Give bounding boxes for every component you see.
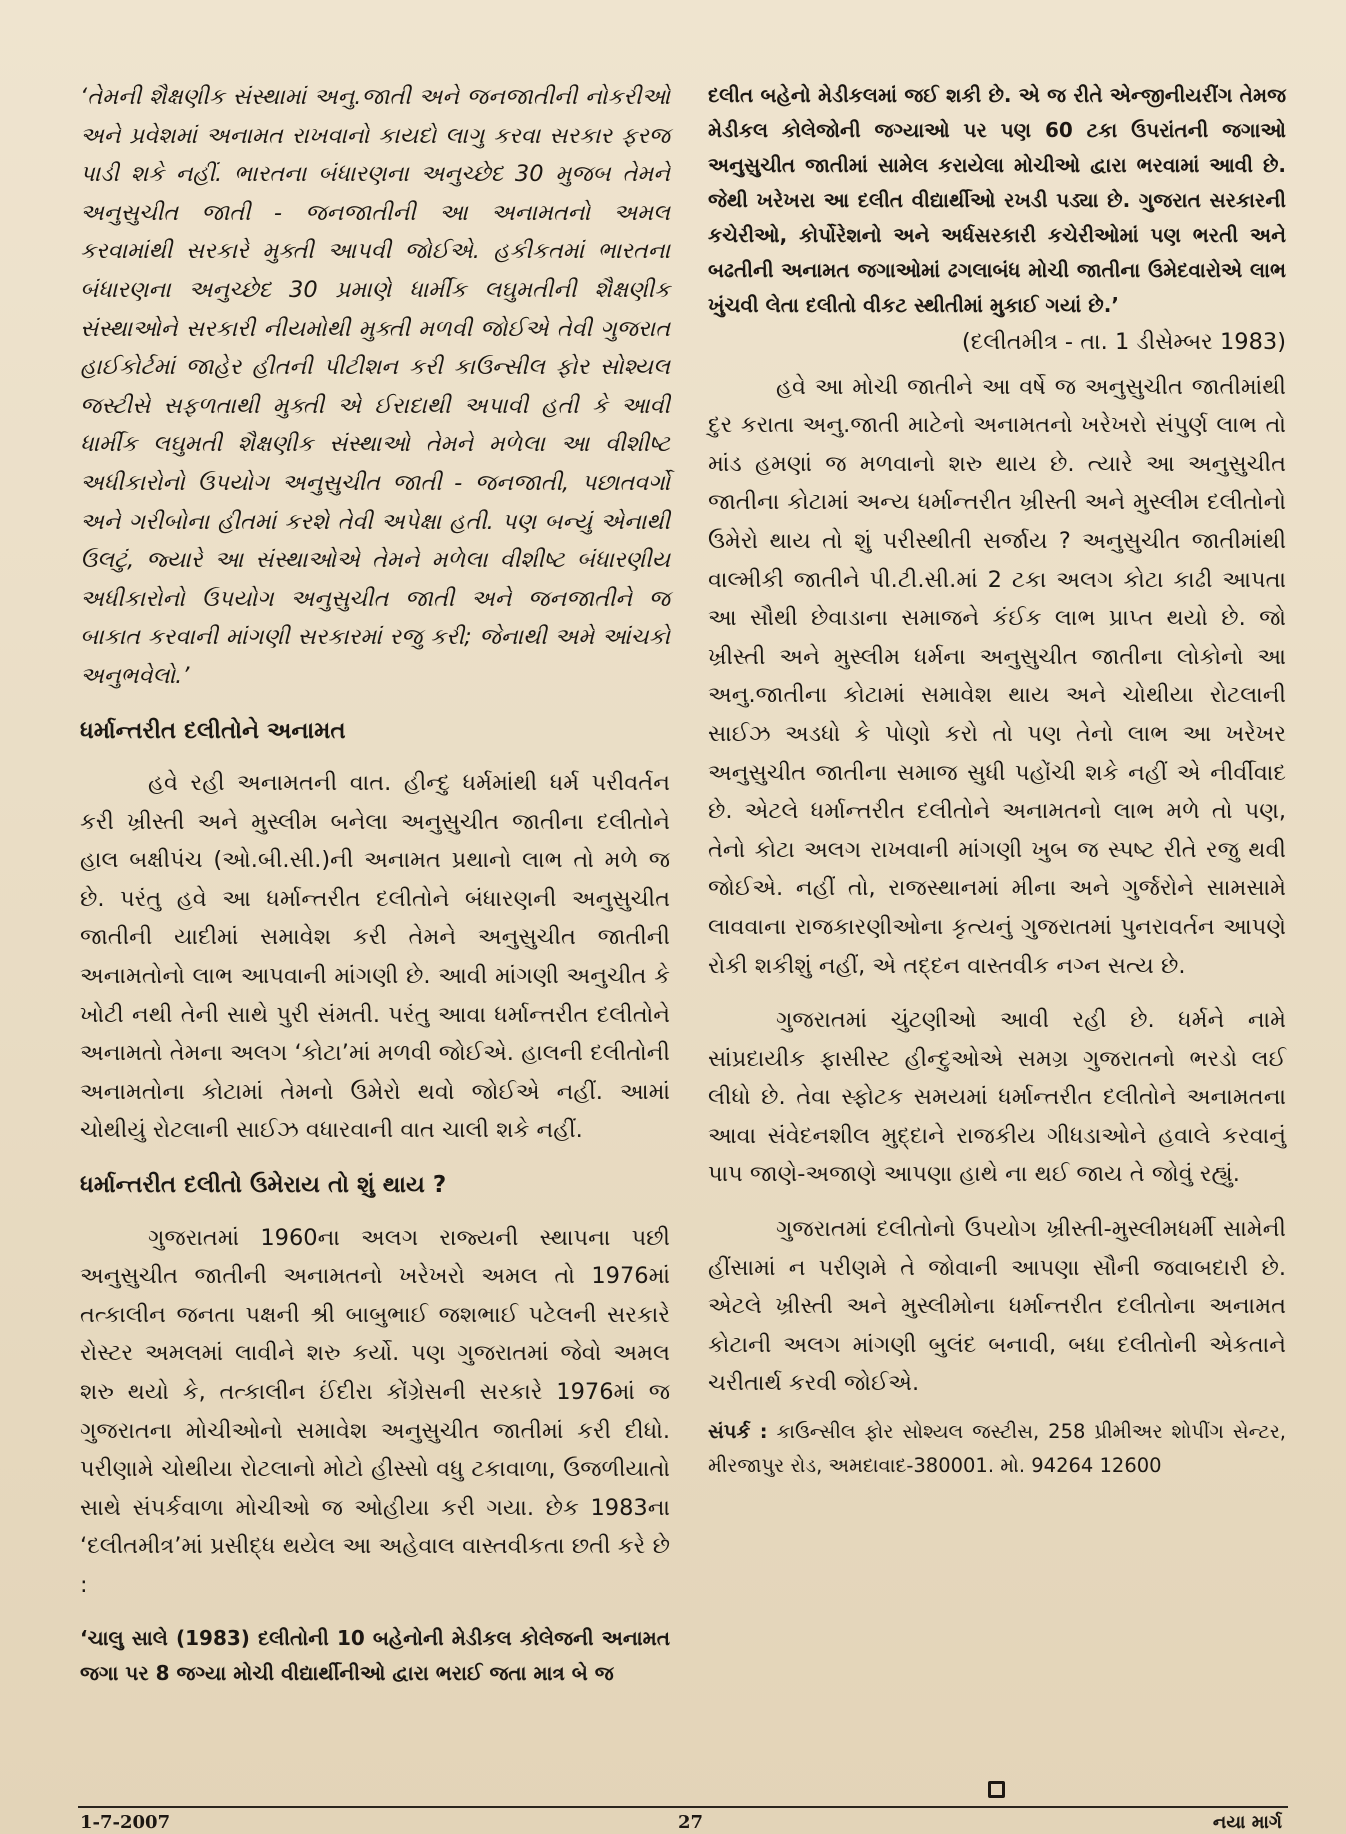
report-quote-start: ‘ચાલુ સાલે (1983) દલીતોની 10 બહેનોની મેડીકલ કોલેજની અનામત જગા પર 8 જગ્યા મોચી વીદ્યાર્થીનીઓ દ્વારા ભરાઈ જતા માત્ર બે જ (80, 1625, 670, 1685)
body-paragraph-3: હવે આ મોચી જાતીને આ વર્ષે જ અનુસુચીત જાતીમાંથી દુર કરાતા અનુ.જાતી માટેનો અનામતનો ખરેખરો સંપુર્ણ લાભ તો માંડ હમણાં જ મળવાનો શરુ થાય છે. ત્યારે આ અનુસુચીત જાતીના કોટામાં અન્ય ધર્માન્તરીત ખ્રીસ્તી અને મુસ્લીમ દલીતોનો ઉમેરો થાય તો શું પરીસ્થીતી સર્જાય ? અનુસુચીત જાતીમાંથી વાલ્મીકી જાતીને પી.ટી.સી.માં 2 ટકા અલગ કોટા કાઢી આપતા આ સૌથી છેવાડાના સમાજને કંઈક લાભ પ્રાપ્ત થયો છે. જો ખ્રીસ્તી અને મુસ્લીમ ધર્મના અનુસુચીત જાતીના લોકોનો આ અનુ.જાતીના કોટામાં સમાવેશ થાય અને ચોથીયા રોટલાની સાઈઝ અડધો કે પોણો કરો તો પણ તેનો લાભ આ ખરેખર અનુસુચીત જાતીના સમાજ સુધી પહોંચી શકે નહીં એ નીર્વીવાદ છે. એટલે ધર્માન્તરીત દલીતોને અનામતનો લાભ મળે તો પણ, તેનો કોટા અલગ રાખવાની માંગણી ખુબ જ સ્પષ્ટ રીતે રજુ થવી જોઈએ. નહીં તો, રાજસ્થાનમાં મીના અને ગુર્જરોને સામસામે લાવવાના રાજકારણીઓના કૃત્યનું ગુજરાતમાં પુનરાવર્તન આપણે રોકી શકીશું નહીં, એ તદ્દન વાસ્તવીક નગ્ન સત્ય છે. (708, 373, 1286, 979)
right-column (708, 78, 1286, 1483)
page-number: 27 (678, 1812, 704, 1833)
contact-info (708, 1415, 1286, 1483)
contact-label: સંપર્ક : (708, 1420, 768, 1444)
issue-date: 1-7-2007 (80, 1812, 171, 1833)
footer-divider (78, 1806, 1288, 1808)
quote-citation: (દલીતમીત્ર - તા. 1 ડીસેમ્બર 1983) (961, 329, 1286, 355)
body-paragraph-4: ગુજરાતમાં ચુંટણીઓ આવી રહી છે. ધર્મને નામે સાંપ્રદાયીક ફાસીસ્ટ હીન્દુઓએ સમગ્ર ગુજરાતનો ભરડો લઈ લીધો છે. તેવા સ્ફોટક સમયમાં ધર્માન્તરીત દલીતોને અનામતના આવા સંવેદનશીલ મુદ્દાને રાજકીય ગીધડાઓને હવાલે કરવાનું પાપ જાણે-અજાણે આપણા હાથે ના થઈ જાય તે જોવું રહ્યું. (708, 1007, 1286, 1188)
opening-quote: ‘તેમની શૈક્ષણીક સંસ્થામાં અનુ.જાતી અને જનજાતીની નોકરીઓ અને પ્રવેશમાં અનામત રાખવાનો કાયદો લાગુ કરવા સરકાર ફરજ પાડી શકે નહીં. ભારતના બંધારણના અનુચ્છેદ 30 મુજબ તેમને અનુસુચીત જાતી - જનજાતીની આ અનામતનો અમલ કરવામાંથી સરકારે મુક્તી આપવી જોઈએ. હકીકતમાં ભારતના બંધારણના અનુચ્છેદ 30 પ્રમાણે ધાર્મીક લઘુમતીની શૈક્ષણીક સંસ્થાઓને સરકારી નીયમોથી મુક્તી મળવી જોઈએ તેવી ગુજરાત હાઈકોર્ટમાં જાહેર હીતની પીટીશન કરી કાઉન્સીલ ફોર સોશ્યલ જસ્ટીસે સફળતાથી મુક્તી એ ઈરાદાથી અપાવી હતી કે આવી ધાર્મીક લઘુમતી શૈક્ષણીક સંસ્થાઓ તેમને મળેલા આ વીશીષ્ટ અધીકારોનો ઉપયોગ અનુસુચીત જાતી - જનજાતી, પછાતવર્ગો અને ગરીબોના હીતમાં કરશે તેવી અપેક્ષા હતી. પણ બન્યું એનાથી ઉલટું, જ્યારે આ સંસ્થાઓએ તેમને મળેલા વીશીષ્ટ બંધારણીય અધીકારોનો ઉપયોગ અનુસુચીત જાતી અને જનજાતીને જ બાકાત કરવાની માંગણી સરકારમાં રજુ કરી; જેનાથી અમે આંચકો અનુભવેલો.’ (80, 84, 670, 689)
end-of-article-square-icon (988, 1781, 1005, 1798)
report-quote-continued: દલીત બહેનો મેડીકલમાં જઈ શકી છે. એ જ રીતે એન્જીનીયરીંગ તેમજ મેડીકલ કોલેજોની જગ્યાઓ પર પણ 60 ટકા ઉપરાંતની જગાઓ અનુસુચીત જાતીમાં સામેલ કરાયેલા મોચીઓ દ્વારા ભરવામાં આવી છે. જેથી ખરેખરા આ દલીત વીદ્યાર્થીઓ રખડી પડ્યા છે. ગુજરાત સરકારની કચેરીઓ, કોર્પોરેશનો અને અર્ધસરકારી કચેરીઓમાં પણ ભરતી અને બઢતીની અનામત જગાઓમાં ઢગલાબંધ મોચી જાતીના ઉમેદવારોએ લાભ ખુંચવી લેતા દલીતો વીકટ સ્થીતીમાં મુકાઈ ગયાં છે.’ (708, 83, 1286, 317)
body-paragraph-2: ગુજરાતમાં 1960ના અલગ રાજ્યની સ્થાપના પછી અનુસુચીત જાતીની અનામતનો ખરેખરો અમલ તો 1976માં તત્કાલીન જનતા પક્ષની શ્રી બાબુભાઈ જશભાઈ પટેલની સરકારે રોસ્ટર અમલમાં લાવીને શરુ કર્યો. પણ ગુજરાતમાં જેવો અમલ શરુ થયો કે, તત્કાલીન ઈંદીરા કોંગ્રેસની સરકારે 1976માં જ ગુજરાતના મોચીઓનો સમાવેશ અનુસુચીત જાતીમાં કરી દીધો. પરીણામે ચોથીયા રોટલાનો મોટો હીસ્સો વધુ ટકાવાળા, ઉજળીયાતો સાથે સંપર્કવાળા મોચીઓ જ ઓહીયા કરી ગયા. છેક 1983ના ‘દલીતમીત્ર’માં પ્રસીદ્ધ થયેલ આ અહેવાલ વાસ્તવીકતા છતી કરે છે : (80, 1224, 670, 1598)
section-heading-consequence: ધર્માન્તરીત દલીતો ઉમેરાય તો શું થાય ? (80, 1172, 447, 1199)
body-paragraph-1: હવે રહી અનામતની વાત. હીન્દુ ધર્મમાંથી ધર્મ પરીવર્તન કરી ખ્રીસ્તી અને મુસ્લીમ બનેલા અનુસુચીત જાતીના દલીતોને હાલ બક્ષીપંચ (ઓ.બી.સી.)ની અનામત પ્રથાનો લાભ તો મળે જ છે. પરંતુ હવે આ ધર્માન્તરીત દલીતોને બંધારણની અનુસુચીત જાતીની યાદીમાં સમાવેશ કરી તેમને અનુસુચીત જાતીની અનામતોનો લાભ આપવાની માંગણી છે. આવી માંગણી અનુચીત કે ખોટી નથી તેની સાથે પુરી સંમતી. પરંતુ આવા ધર્માન્તરીત દલીતોને અનામતો તેમના અલગ ‘કોટા’માં મળવી જોઈએ. હાલની દલીતોની અનામતોના કોટામાં તેમનો ઉમેરો થવો જોઈએ નહીં. આમાં ચોથીયું રોટલાની સાઈઝ વધારવાની વાત ચાલી શકે નહીં. (80, 770, 670, 1144)
magazine-name: નયા માર્ગ (1212, 1812, 1282, 1833)
contact-text: કાઉન્સીલ ફોર સોશ્યલ જસ્ટીસ, 258 પ્રીમીઅર શોપીંગ સેન્ટર, મીરજાપુર રોડ, અમદાવાદ-380001. મો. 94264 12600 (708, 1420, 1286, 1478)
left-column (80, 78, 670, 1691)
body-paragraph-5: ગુજરાતમાં દલીતોનો ઉપયોગ ખ્રીસ્તી-મુસ્લીમધર્મી સામેની હીંસામાં ન પરીણમે તે જોવાની આપણા સૌની જવાબદારી છે. એટલે ખ્રીસ્તી અને મુસ્લીમોના ધર્માન્તરીત દલીતોના અનામત કોટાની અલગ માંગણી બુલંદ બનાવી, બધા દલીતોની એકતાને ચરીતાર્થ કરવી જોઈએ. (708, 1216, 1286, 1397)
section-heading-reservation: ધર્માન્તરીત દલીતોને અનામત (80, 717, 346, 744)
